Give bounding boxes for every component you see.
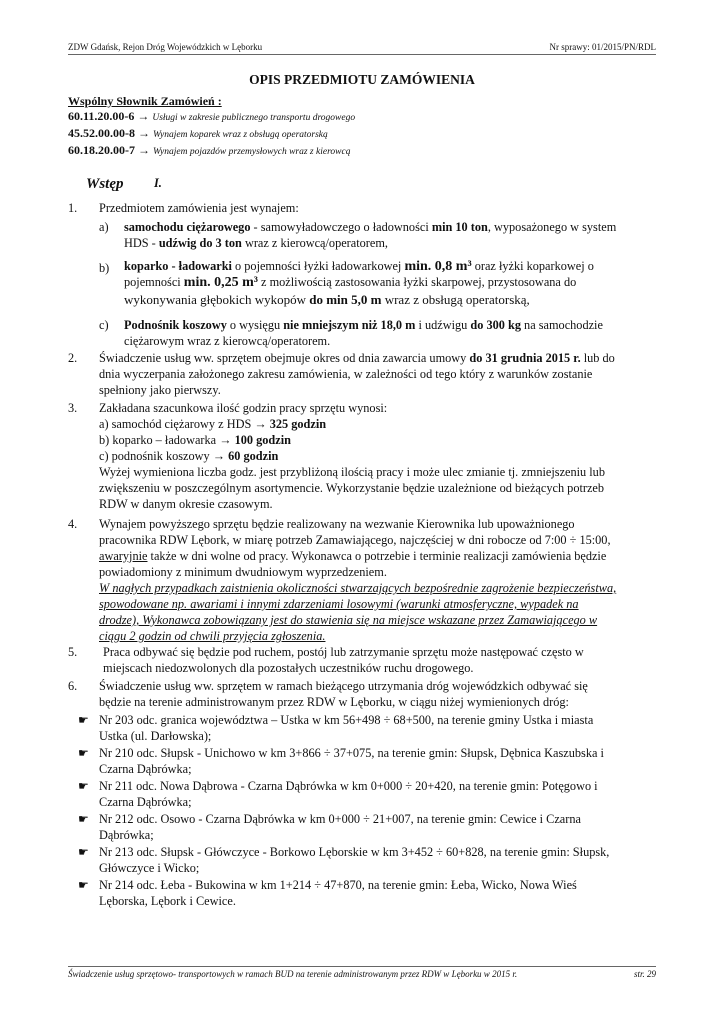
header-right: Nr sprawy: 01/2015/PN/RDL	[549, 42, 656, 52]
p4-emergency-line3: drodze), Wykonawca zobowiązany jest do stawienia się na miejsce wskazane przez Zamawiającego w	[99, 613, 598, 627]
road-item: Nr 211 odc. Nowa Dąbrowa - Czarna Dąbrówka w km 0+000 ÷ 20+420, na terenie gmin: Potęgowo i	[99, 779, 598, 793]
p2-line2: dnia wyczerpania założonego zakresu zamówienia, w zależności od tego który z warunków zostanie	[99, 367, 593, 381]
p1-b-mark: b)	[99, 261, 110, 275]
road-item-cont: Dąbrówka;	[99, 828, 154, 842]
road-item: Nr 214 odc. Łeba - Bukowina w km 1+214 ÷ 47+870, na terenie gmin: Łeba, Wicko, Nowa Wieś	[99, 878, 577, 892]
item-number: 3.	[68, 401, 78, 415]
p1-b-line1: koparko - ładowarki o pojemności łyżki ładowarkowej min. 0,8 m³ oraz łyżki koparkowej o	[124, 259, 594, 274]
cpv-item: 60.11.20.00-6 → Usługi w zakresie publicznego transportu drogowego	[68, 109, 356, 123]
road-item: Nr 212 odc. Osowo - Czarna Dąbrówka w km 0+000 ÷ 21+007, na terenie gmin: Cewice i Czarna	[99, 812, 581, 826]
p6-line1: Świadczenie usług ww. sprzętem w ramach bieżącego utrzymania dróg wojewódzkich odbywać się	[99, 679, 588, 693]
road-item-cont: Czarna Dąbrówka;	[99, 762, 192, 776]
p3-c: c) podnośnik koszowy → 60 godzin	[99, 449, 279, 463]
p5-line2: miejscach niedozwolonych dla pozostałych uczestników ruchu drogowego.	[103, 661, 474, 675]
p1-c-line2: ciężarowym wraz z kierowcą/operatorem.	[124, 334, 331, 348]
road-item: Nr 203 odc. granica województwa – Ustka w km 56+498 ÷ 68+500, na terenie gminy Ustka i miasta	[99, 713, 594, 727]
p1-a-line1: samochodu ciężarowego - samowyładowczego o ładowności min 10 ton, wyposażonego w system	[124, 220, 617, 234]
p1-c-mark: c)	[99, 318, 109, 332]
item-number: 6.	[68, 679, 78, 693]
document-title: OPIS PRZEDMIOTU ZAMÓWIENIA	[249, 72, 475, 87]
p5-line1: Praca odbywać się będzie pod ruchem, postój lub zatrzymanie sprzętu może następować często w	[103, 645, 584, 659]
cpv-item: 60.18.20.00-7 → Wynajem pojazdów przemysłowych wraz z kierowcą	[68, 143, 351, 157]
road-item-cont: Ustka (ul. Darłowska);	[99, 729, 212, 743]
page-header	[68, 42, 656, 55]
road-item-cont: Czarna Dąbrówka;	[99, 795, 192, 809]
section-heading: I. Wstęp	[86, 176, 162, 192]
p1-intro: Przedmiotem zamówienia jest wynajem:	[99, 201, 299, 215]
pointing-hand-icon: ☛	[78, 878, 89, 892]
p4-line2: pracownika RDW Lębork, w miarę potrzeb Zamawiającego, najczęściej w dni robocze od 7:00 ÷ 15:00,	[99, 533, 611, 547]
pointing-hand-icon: ☛	[78, 713, 89, 727]
road-item-cont: Lęborska, Lębork i Cewice.	[99, 894, 236, 908]
p1-b-line3: wykonywania głębokich wykopów do min 5,0 m wraz z obsługą operatorską,	[124, 292, 530, 307]
item-number: 4.	[68, 517, 78, 531]
pointing-hand-icon: ☛	[78, 746, 89, 760]
cpv-item: 45.52.00.00-8 → Wynajem koparek wraz z obsługą operatorską	[68, 126, 328, 140]
p3-intro: Zakładana szacunkowa ilość godzin pracy sprzętu wynosi:	[99, 401, 388, 415]
pointing-hand-icon: ☛	[78, 812, 89, 826]
item-number: 5.	[68, 645, 78, 659]
p3-line3: RDW w danym okresie czasowym.	[99, 497, 273, 511]
p4-line3: awaryjnie także w dni wolne od pracy. Wykonawca o potrzebie i terminie realizacji zamówienia będzie	[99, 549, 607, 563]
page-number: str. 29	[633, 969, 656, 979]
p1-b-line2: pojemności min. 0,25 m³ z możliwością zastosowania łyżki skarpowej, przystosowana do	[124, 275, 577, 290]
p3-line2: zwiększeniu w poszczególnym asortymencie. Wykorzystanie będzie uzależnione od bieżących potrzeb	[99, 481, 605, 495]
footer-left: Świadczenie usług sprzętowo- transportowych w ramach BUD na terenie administrowanym przez RDW w Lęborku w 2015 r.	[68, 969, 518, 979]
pointing-hand-icon: ☛	[78, 845, 89, 859]
page-footer	[68, 966, 656, 979]
p1-a-mark: a)	[99, 220, 109, 234]
p4-emergency-line2: spowodowane np. awariami i innymi zdarzeniami losowymi (warunki atmosferyczne, wypadek na	[99, 597, 579, 611]
item-number: 2.	[68, 351, 78, 365]
pointing-hand-icon: ☛	[78, 779, 89, 793]
p4-line4: powiadomiony z minimum dwudniowym wyprzedzeniem.	[99, 565, 387, 579]
p4-line1: Wynajem powyższego sprzętu będzie realizowany na wezwanie Kierownika lub upoważnionego	[99, 517, 575, 531]
road-item-cont: Główczyce i Wicko;	[99, 861, 200, 875]
p3-b: b) koparko – ładowarka → 100 godzin	[99, 433, 291, 447]
p2-line3: spełniony jako pierwszy.	[99, 383, 221, 397]
item-number: 1.	[68, 201, 78, 215]
cpv-label: Wspólny Słownik Zamówień :	[68, 94, 222, 108]
p6-line2: będzie na terenie administrowanym przez RDW w Lęborku, w ciągu niżej wymienionych dróg:	[99, 695, 569, 709]
road-item: Nr 213 odc. Słupsk - Główczyce - Borkowo Lęborskie w km 3+452 ÷ 60+828, na terenie gmin: Słupsk,	[99, 845, 610, 859]
p4-emergency-line4: ciągu 2 godzin od chwili przyjęcia zgłoszenia.	[99, 629, 326, 643]
road-item: Nr 210 odc. Słupsk - Unichowo w km 3+866 ÷ 37+075, na terenie gmin: Słupsk, Dębnica Kaszubska i	[99, 746, 604, 760]
p3-a: a) samochód ciężarowy z HDS → 325 godzin	[99, 417, 327, 431]
p2-line1: Świadczenie usług ww. sprzętem obejmuje okres od dnia zawarcia umowy do 31 grudnia 2015 r. lub do	[99, 351, 615, 365]
header-left: ZDW Gdańsk, Rejon Dróg Wojewódzkich w Lęborku	[68, 42, 263, 52]
p1-c-line1: Podnośnik koszowy o wysięgu nie mniejszym niż 18,0 m i udźwigu do 300 kg na samochodzie	[124, 318, 603, 332]
p3-line1: Wyżej wymieniona liczba godz. jest przybliżoną ilością pracy i może ulec zmianie tj. zmniejszeniu lub	[99, 465, 605, 479]
p4-emergency-line1: W nagłych przypadkach zaistnienia okoliczności stwarzających bezpośrednie zagrożenie bezpieczeństwa,	[99, 581, 617, 595]
cpv-block	[68, 94, 355, 160]
p1-a-line2: HDS - udźwig do 3 ton wraz z kierowcą/operatorem,	[124, 236, 388, 250]
